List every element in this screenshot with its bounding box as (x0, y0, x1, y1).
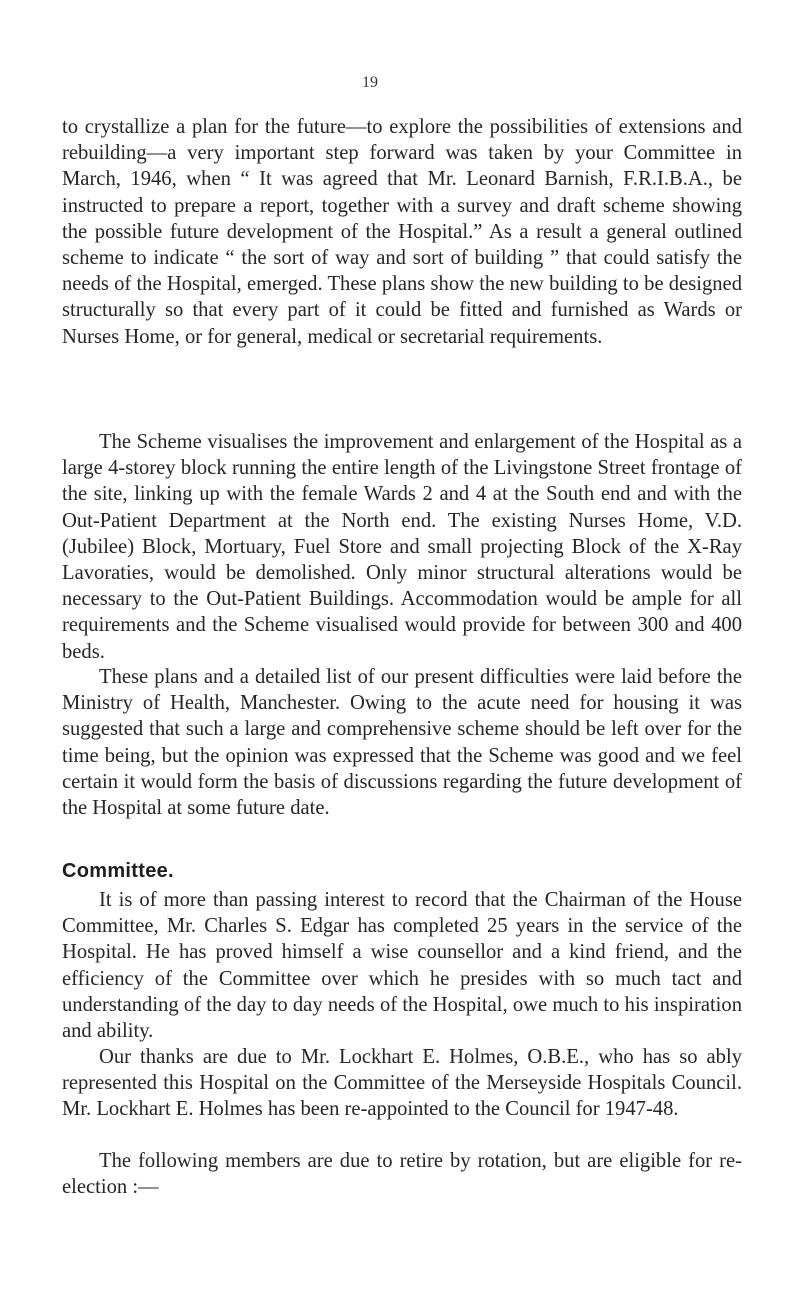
page-number: 19 (362, 74, 378, 91)
paragraph-chairman: It is of more than passing interest to record that the Chairman of the House Committee, Mr. Charles S. Edgar has completed 25 years in the service of the Hospital. He has proved himself a wise counsellor and a kind friend, and the efficiency of the Committee over which he presides with so much tact and understanding of the day to day needs of the Hospital, owe much to his inspiration and ability. (62, 889, 742, 1043)
section-heading-committee: Committee. (62, 860, 174, 882)
paragraph-thanks: Our thanks are due to Mr. Lockhart E. Holmes, O.B.E., who has so ably represented this Hospital on the Committee of the Merseyside Hospitals Council. Mr. Lockhart E. Holmes has been re-appointed to the Council for 1947-48. (62, 1046, 742, 1121)
paragraph-future-plans: to crystallize a plan for the future—to explore the possibilities of extensions and rebuilding—a very important step forward was taken by your Committee in March, 1946, when “ It was agreed that Mr. Leonard Barnish, F.R.I.B.A., be instructed to prepare a report, together with a survey and draft scheme showing the possible future development of the Hospital.” As a result a general outlined scheme to indicate “ the sort of way and sort of building ” that could satisfy the needs of the Hospital, emerged. These plans show the new building to be designed structurally so that every part of it could be fitted and furnished as Wards or Nurses Home, or for general, medical or secretarial requirements. (62, 116, 742, 348)
paragraph-scheme: The Scheme visualises the improvement and enlargement of the Hospital as a large 4-storey block running the entire length of the Livingstone Street frontage of the site, linking up with the female Wards 2 and 4 at the South end and with the Out-Patient Department at the North end. The existing Nurses Home, V.D. (Jubilee) Block, Mortuary, Fuel Store and small projecting Block of the X-Ray Lavoraties, would be demolished. Only minor structural alterations would be necessary to the Out-Patient Buildings. Accommodation would be ample for all requirements and the Scheme visualised would provide for between 300 and 400 beds. (62, 431, 742, 663)
paragraph-retirement: The following members are due to retire by rotation, but are eligible for re-election :— (62, 1150, 742, 1199)
paragraph-ministry: These plans and a detailed list of our present difficulties were laid before the Ministry of Health, Manchester. Owing to the acute need for housing it was suggested that such a large and comprehensive scheme should be left over for the time being, but the opinion was expressed that the Scheme was good and we feel certain it would form the basis of discussions regarding the future development of the Hospital at some future date. (62, 666, 742, 820)
